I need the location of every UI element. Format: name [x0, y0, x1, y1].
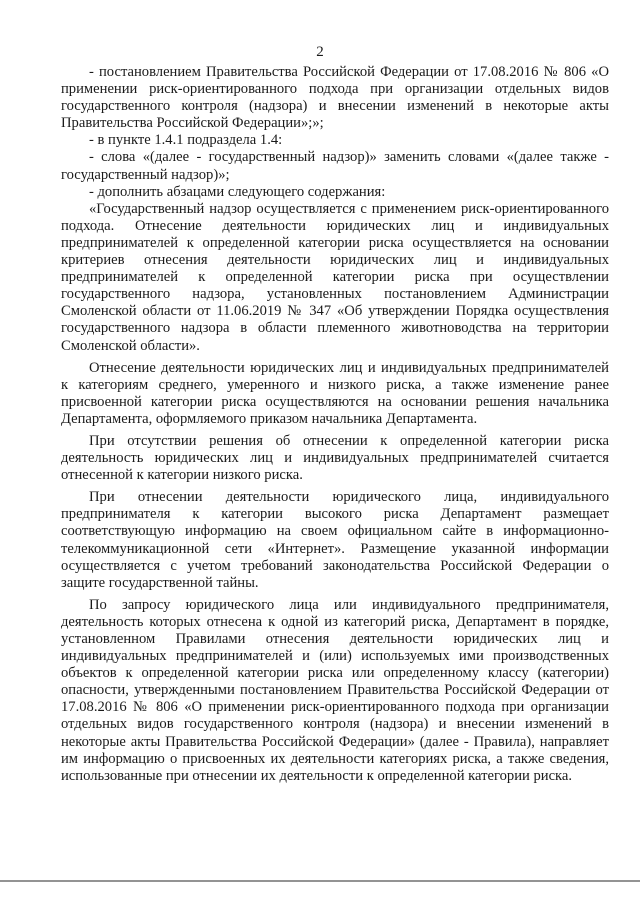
paragraph-replace-words: - слова «(далее - государственный надзор)» заменить словами «(далее также - государственный надзор)»; [61, 149, 609, 183]
paragraph-risk-categories: Отнесение деятельности юридических лиц и индивидуальных предпринимателей к категориям среднего, умеренного и низкого риска, а также изменение ранее присвоенной категории риска осуществляются на основании решения начальника Департамента, оформляемого приказом начальника Департамента. [61, 359, 609, 427]
document-body [61, 64, 609, 785]
paragraph-low-risk-default: При отсутствии решения об отнесении к определенной категории риска деятельность юридических лиц и индивидуальных предпринимателей считается отнесенной к категории низкого риска. [61, 432, 609, 484]
paragraph-add-clauses: - дополнить абзацами следующего содержания: [89, 183, 386, 200]
paragraph-information-request: По запросу юридического лица или индивидуального предпринимателя, деятельность которых отнесена к одной из категорий риска, Департамент в порядке, установленном Правилами отнесения деятельности юридических лиц и индивидуальных предпринимателей и (или) используемых ими производственных объектов к определенной категории риска или определенному классу (категории) опасности, утвержденными постановлением Правительства Российской Федерации от 17.08.2016 № 806 «О применении риск-ориентированного подхода при организации отдельных видов государственного контроля (надзора) и внесении изменений в некоторые акты Правительства Российской Федерации» (далее - Правила), направляет им информацию о присвоенных их деятельности категориях риска, а также сведения, использованные при отнесении их деятельности к определенной категории риска. [61, 596, 609, 784]
page-number: 2 [316, 44, 324, 60]
paragraph-point-reference: - в пункте 1.4.1 подраздела 1.4: [89, 132, 283, 149]
paragraph-state-supervision: «Государственный надзор осуществляется с применением риск-ориентированного подхода. Отнесение деятельности юридических лиц и индивидуальных предпринимателей к определенной категории риска осуществляется на основании критериев отнесения деятельности юридических лиц и индивидуальных предпринимателей к определенной категории риска при осуществлении государственного надзора, установленных постановлением Администрации Смоленской области от 11.06.2019 № 347 «Об утверждении Порядка осуществления государственного надзора в области племенного животноводства на территории Смоленской области». [61, 200, 609, 354]
paragraph-high-risk-publication: При отнесении деятельности юридического лица, индивидуального предпринимателя к категории высокого риска Департамент размещает соответствующую информацию на своем официальном сайте в информационно-телекоммуникационной сети «Интернет». Размещение указанной информации осуществляется с учетом требований законодательства Российской Федерации о защите государственной тайны. [61, 489, 609, 591]
paragraph-decree-reference: - постановлением Правительства Российской Федерации от 17.08.2016 № 806 «О применении риск-ориентированного подхода при организации отдельных видов государственного контроля (надзора) и внесении изменений в некоторые акты Правительства Российской Федерации»;»; [61, 64, 609, 132]
scan-edge-line [0, 880, 640, 882]
